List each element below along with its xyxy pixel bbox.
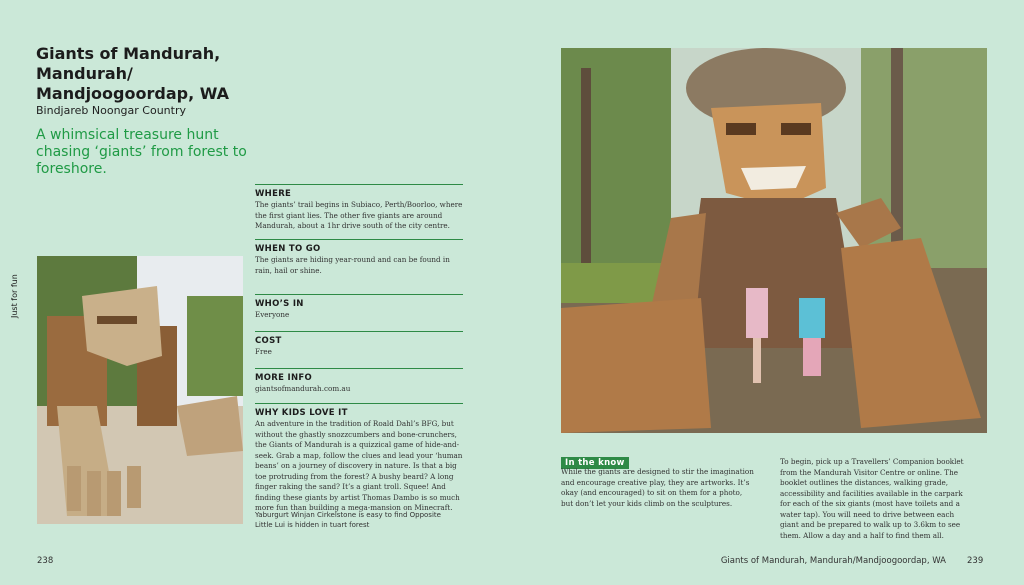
section-title: WHERE xyxy=(255,189,292,199)
section-body: Everyone xyxy=(255,310,290,319)
section-title: WHEN TO GO xyxy=(255,244,321,254)
country-subtitle: Bindjareb Noongar Country xyxy=(36,104,186,117)
section-title: WHO’S IN xyxy=(255,299,304,309)
in-the-know-col2: To begin, pick up a Travellers’ Companion booklet from the Mandurah Visitor Centre or online. The booklet outlines the distances, walking grade, accessibility and facilities available in the carpark for each of the six giants (most have toilets and a water tap). You will need to drive between each giant and be prepared to walk up to 3.6km to see them. Allow a day and a half to find them all. xyxy=(780,457,964,540)
page-title: Giants of Mandurah, Mandurah/ Mandjoogoordap, WA xyxy=(36,44,230,103)
in-the-know-heading: In the know xyxy=(561,457,629,469)
page-number-left: 238 xyxy=(37,556,54,566)
section-body: Free xyxy=(255,347,272,356)
giant-sculpture-illustration-small xyxy=(37,256,243,524)
in-the-know-col1: While the giants are designed to stir the imagination and encourage creative play, they are artworks. It’s okay (and encouraged) to sit on them for a photo, but don’t let your kids climb on the sculptures. xyxy=(561,467,754,508)
section-body: The giants’ trail begins in Subiaco, Perth/Boorloo, where the first giant lies. The other five giants are around Mandurah, about a 1hr drive south of the city centre. xyxy=(255,200,463,230)
section-cost xyxy=(255,331,463,368)
section-body: giantsofmandurah.com.au xyxy=(255,384,351,393)
photo-giant-small xyxy=(37,256,243,524)
giant-sculpture-illustration-large xyxy=(561,48,987,433)
section-title: MORE INFO xyxy=(255,373,313,383)
section-more-info xyxy=(255,368,463,403)
section-body: The giants are hiding year-round and can be found in rain, hail or shine. xyxy=(255,255,450,275)
section-title: WHY KIDS LOVE IT xyxy=(255,408,348,418)
section-title: COST xyxy=(255,336,282,346)
photo-caption: Yaburgurt Winjan Cirkelstone is easy to find Opposite Little Lui is hidden in tuart forest xyxy=(255,511,441,529)
section-when-to-go xyxy=(255,239,463,294)
section-body: An adventure in the tradition of Roald Dahl’s BFG, but without the ghastly snozzcumbers and bone-crunchers, the Giants of Mandurah is a quizzical game of hide-and-seek. Grab a map, follow the clues and lead your ‘human beans’ on a journey of discovery in nature. Is that a big toe protruding from the forest? A bushy beard? A long finger raking the sand? It’s a giant troll. Squee! And finding these giants by artist Thomas Dambo is so much more fun than building a mega-mansion on Minecraft. xyxy=(255,419,463,512)
photo-giant-large xyxy=(561,48,987,433)
section-whos-in xyxy=(255,294,463,331)
tagline: A whimsical treasure hunt chasing ‘giants’ from forest to foreshore. xyxy=(36,127,247,177)
page-number-right: 239 xyxy=(967,556,984,566)
running-footer: Giants of Mandurah, Mandurah/Mandjoogoordap, WA xyxy=(720,556,946,566)
section-where xyxy=(255,184,463,239)
side-tab-label: Just for fun xyxy=(10,274,19,318)
info-column xyxy=(255,184,463,514)
section-why-kids-love-it xyxy=(255,403,463,514)
